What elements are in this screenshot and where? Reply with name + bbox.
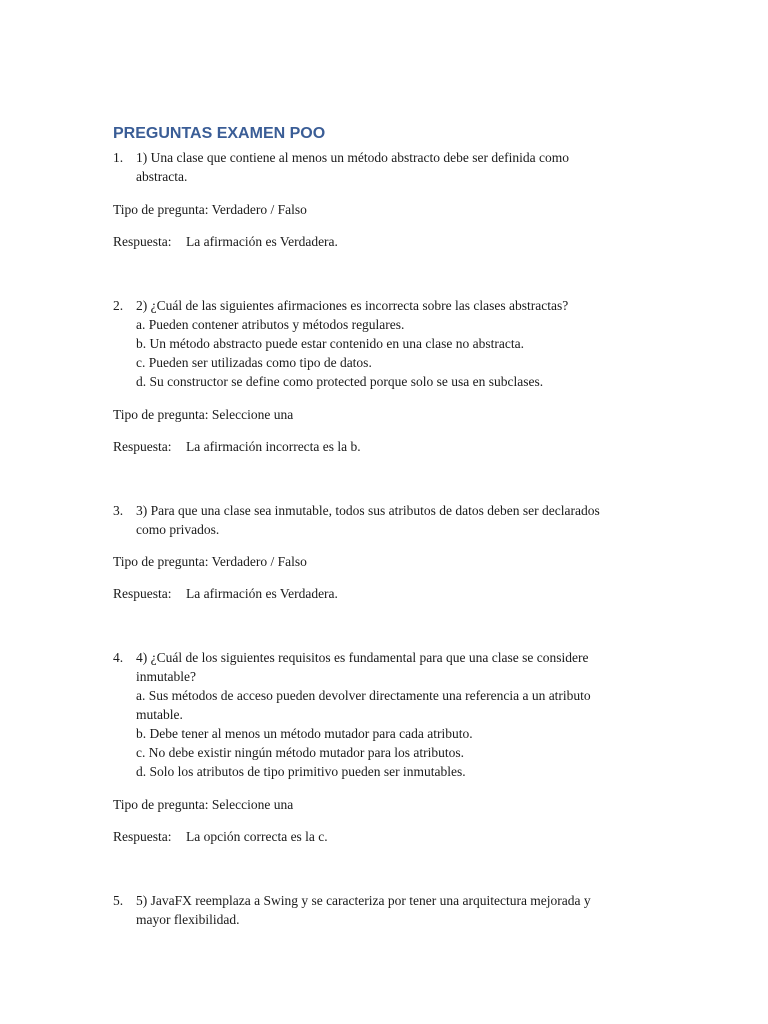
question-number: 2. [113,298,124,313]
question-4 [113,648,673,781]
question-line: 1) Una clase que contiene al menos un método abstracto debe ser definida como [136,150,569,165]
question-3-type [113,552,307,571]
question-text [136,148,673,186]
option-d: d. Solo los atributos de tipo primitivo pueden ser inmutables. [136,764,466,779]
question-number: 5. [113,893,124,908]
question-3 [113,501,673,539]
question-line: 5) JavaFX reemplaza a Swing y se caracteriza por tener una arquitectura mejorada y [136,893,591,908]
type-label: Tipo de pregunta: [113,554,209,569]
question-1-answer [113,232,338,251]
option-c: c. No debe existir ningún método mutador para los atributos. [136,745,465,760]
answer-value: La afirmación incorrecta es la b. [186,439,361,454]
type-value: Verdadero / Falso [211,554,307,569]
question-1 [113,148,673,186]
question-line: inmutable? [136,669,196,684]
question-line: 3) Para que una clase sea inmutable, todos sus atributos de datos deben ser declarados [136,503,600,518]
question-line: como privados. [136,522,220,537]
option-b: b. Debe tener al menos un método mutador para cada atributo. [136,726,473,741]
answer-value: La afirmación es Verdadera. [186,234,338,249]
answer-label: Respuesta: [113,439,172,454]
answer-value: La afirmación es Verdadera. [186,586,338,601]
question-2-answer [113,437,361,456]
question-line: 4) ¿Cuál de los siguientes requisitos es fundamental para que una clase se considere [136,650,589,665]
question-2 [113,296,673,391]
option-c: c. Pueden ser utilizadas como tipo de datos. [136,355,372,370]
question-text [136,296,673,391]
question-line: mayor flexibilidad. [136,912,240,927]
option-b: b. Un método abstracto puede estar contenido en una clase no abstracta. [136,336,524,351]
question-text [136,648,673,781]
answer-value: La opción correcta es la c. [186,829,328,844]
question-line: 2) ¿Cuál de las siguientes afirmaciones es incorrecta sobre las clases abstractas? [136,298,569,313]
type-label: Tipo de pregunta: [113,202,209,217]
question-number: 4. [113,650,124,665]
question-text [136,891,673,929]
document-title: PREGUNTAS EXAMEN POO [113,125,326,142]
type-label: Tipo de pregunta: [113,797,209,812]
option-a-continued: mutable. [136,707,183,722]
type-label: Tipo de pregunta: [113,407,209,422]
question-3-answer [113,584,338,603]
question-number: 1. [113,150,124,165]
question-text [136,501,673,539]
question-5 [113,891,673,929]
answer-label: Respuesta: [113,829,172,844]
question-line: abstracta. [136,169,188,184]
question-1-type [113,200,307,219]
type-value: Seleccione una [211,797,294,812]
question-number: 3. [113,503,124,518]
option-d: d. Su constructor se define como protected porque solo se usa en subclases. [136,374,544,389]
question-2-type [113,405,293,424]
type-value: Seleccione una [211,407,294,422]
question-4-type [113,795,293,814]
question-4-answer [113,827,328,846]
type-value: Verdadero / Falso [211,202,307,217]
answer-label: Respuesta: [113,586,172,601]
answer-label: Respuesta: [113,234,172,249]
option-a: a. Pueden contener atributos y métodos regulares. [136,317,405,332]
option-a: a. Sus métodos de acceso pueden devolver directamente una referencia a un atributo [136,688,591,703]
